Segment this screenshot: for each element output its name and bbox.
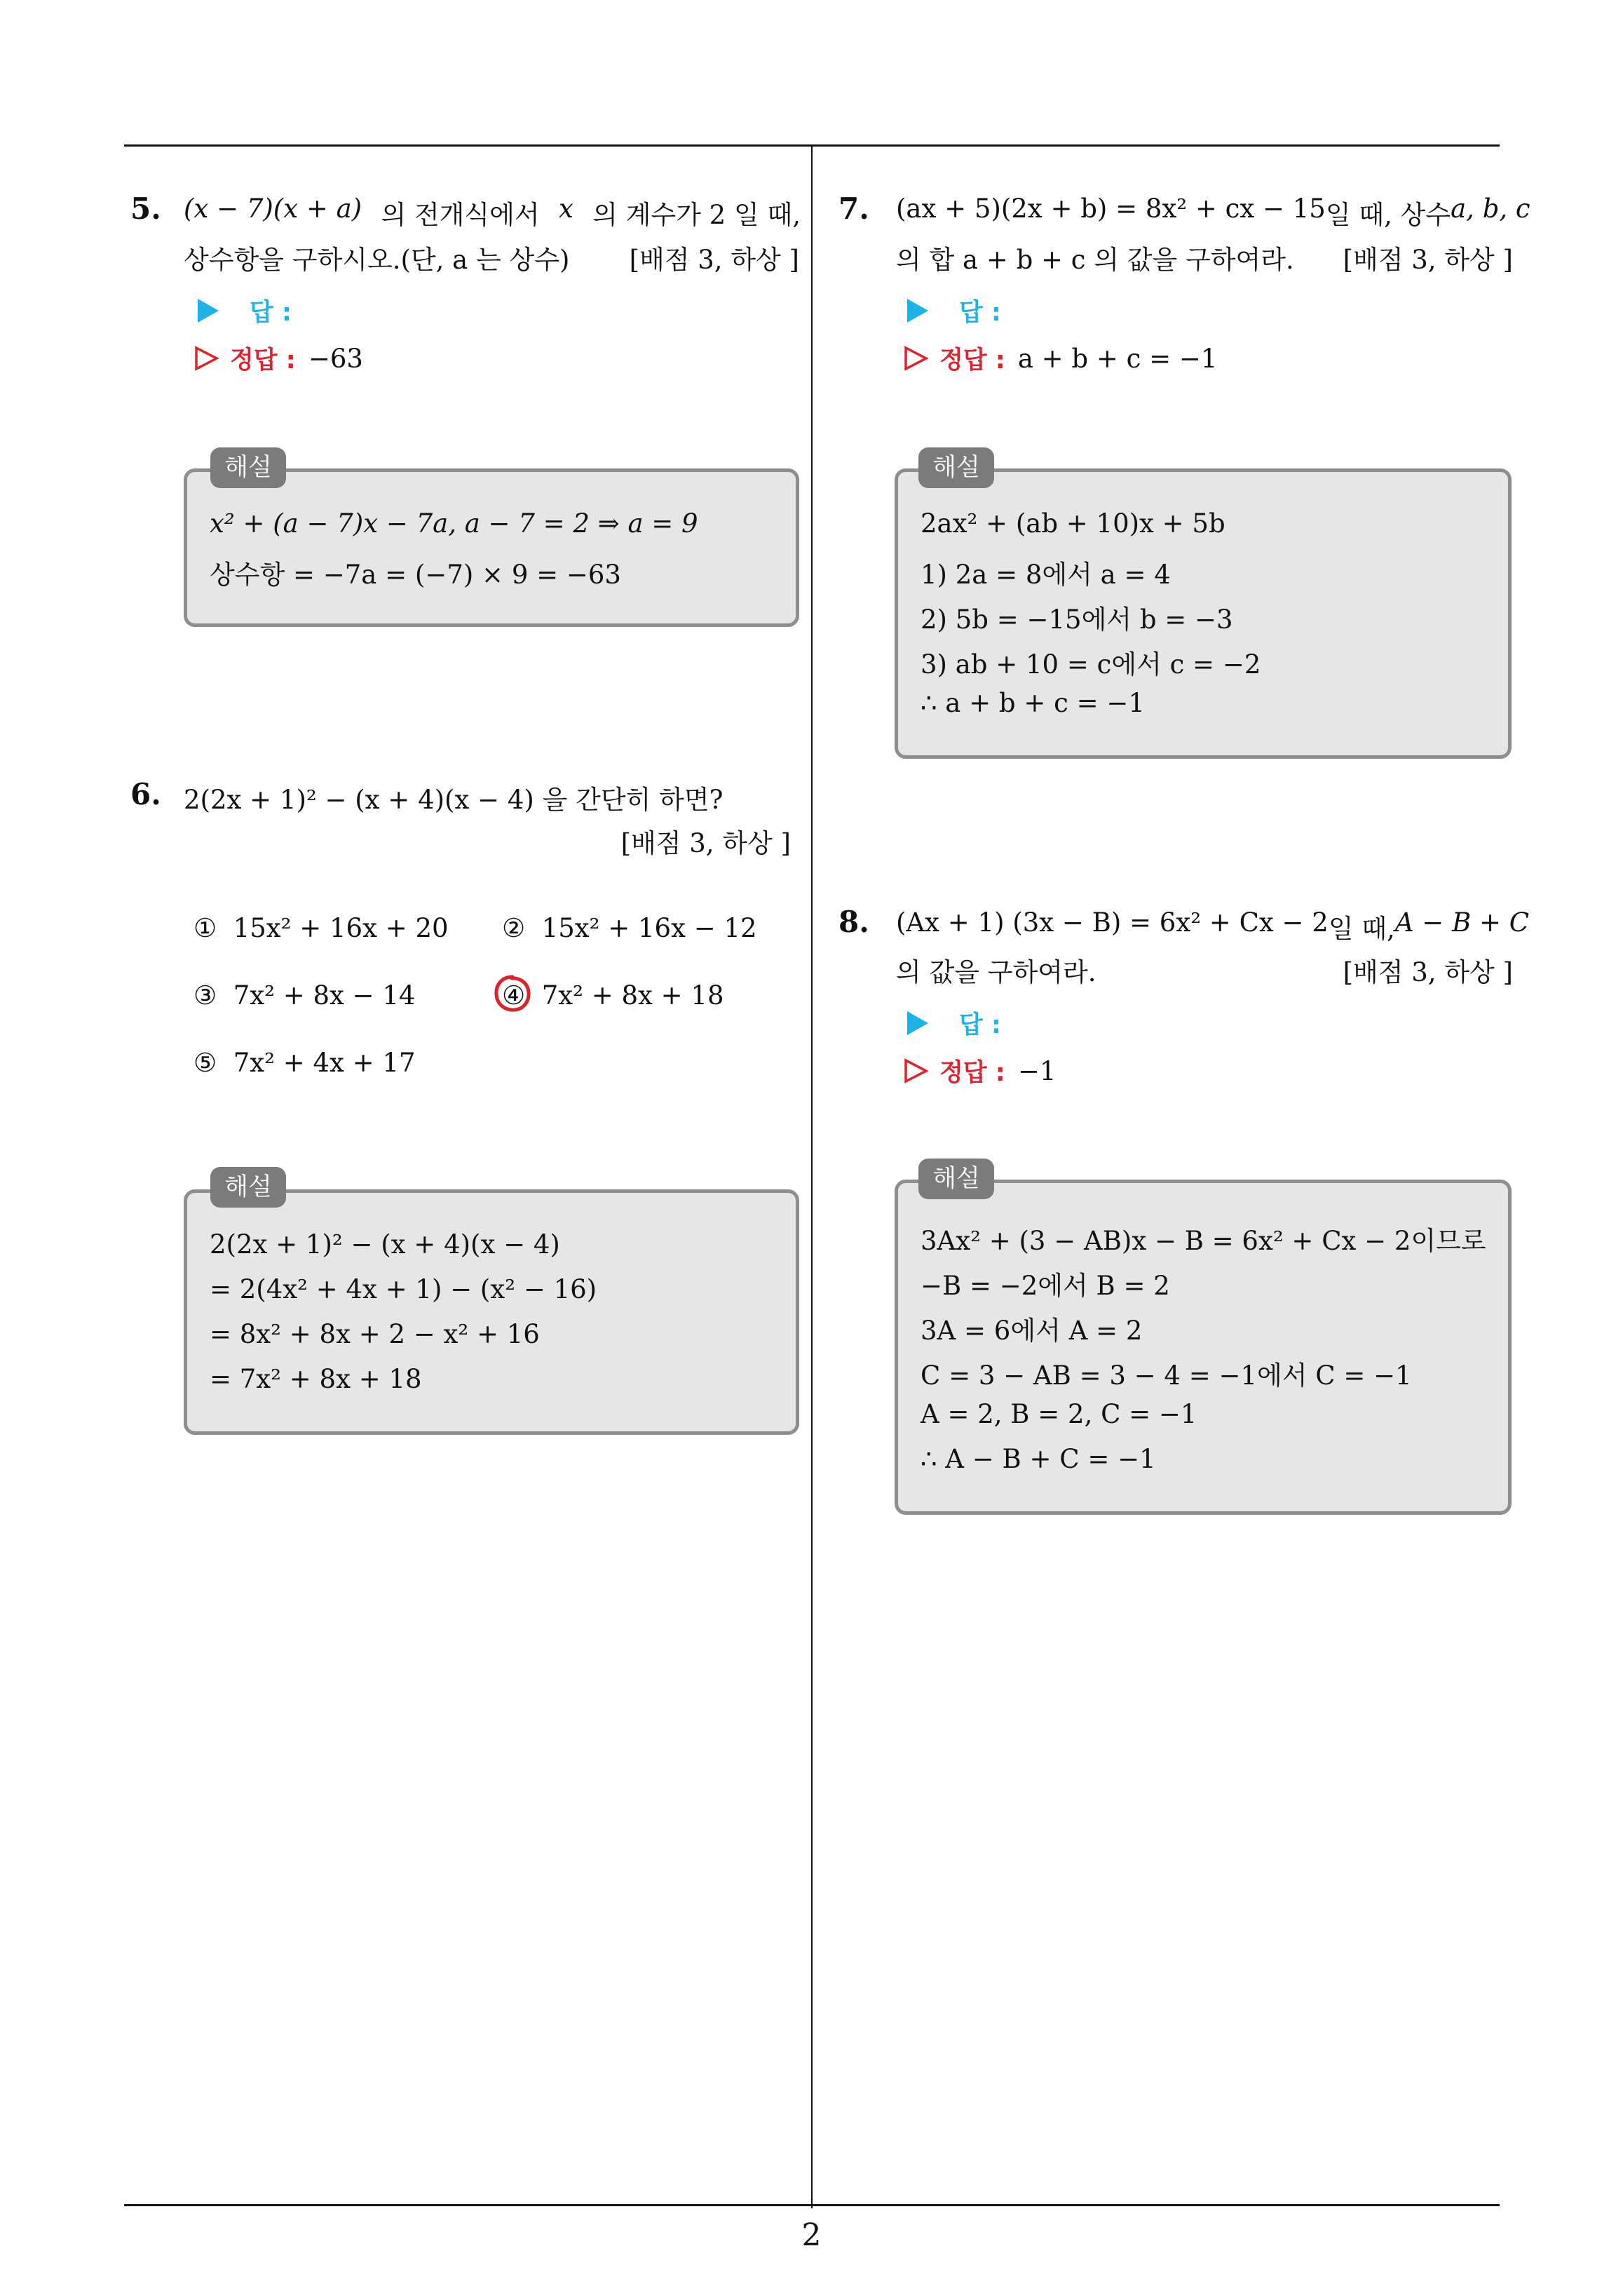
q6-choice-3[interactable] [193, 980, 415, 1011]
q8-solution-line-5: A = 2, B = 2, C = −1 [921, 1399, 1197, 1429]
q8-solution-line-3: 3A = 6에서 A = 2 [921, 1316, 1143, 1346]
q7-solution-line-2: 1) 2a = 8에서 a = 4 [921, 560, 1171, 590]
q5-solution-tag: 해설 [210, 447, 286, 488]
q7-question-line2: 의 합 a + b + c 의 값을 구하여라. [896, 245, 1294, 275]
q6-score: [배점 3, 하상 ] [620, 828, 791, 858]
page-number: 2 [801, 2217, 822, 2253]
q5-correct-line [193, 341, 363, 376]
q8-solution-line-4: C = 3 − AB = 3 − 4 = −1에서 C = −1 [921, 1360, 1412, 1391]
q8-text-a: 일 때, [1328, 914, 1395, 944]
q5-expression: (x − 7)(x + a) [184, 194, 362, 224]
q8-solution-line-6: ∴ A − B + C = −1 [921, 1444, 1156, 1474]
q5-text-a: 의 전개식에서 [381, 200, 540, 230]
q8-correct-answer: −1 [1017, 1055, 1057, 1086]
q7-equation: (ax + 5)(2x + b) = 8x² + cx − 15 [896, 194, 1326, 224]
q7-variables: a, b, c [1451, 194, 1530, 224]
q8-question-line2: 의 값을 구하여라. [896, 957, 1096, 987]
q6-solution-line-1: 2(2x + 1)² − (x + 4)(x − 4) [210, 1229, 560, 1260]
selected-answer-circle-icon [492, 973, 533, 1014]
q8-expression: A − B + C [1394, 907, 1530, 938]
q6-solution-line-2: = 2(4x² + 4x + 1) − (x² − 16) [210, 1274, 597, 1304]
q7-correct-label: 정답 : [939, 346, 1005, 374]
q5-answer-label: 답 : [250, 299, 292, 327]
outline-triangle-icon [903, 1058, 928, 1083]
q8-answer-line [907, 1006, 1001, 1041]
q8-answer-label: 답 : [959, 1011, 1001, 1039]
q8-number: 8. [838, 905, 869, 939]
q6-solution-line-4: = 7x² + 8x + 18 [210, 1364, 422, 1394]
q5-question-line2: 상수항을 구하시오.(단, a 는 상수) [184, 245, 570, 275]
q6-choice-4-mark: ④ [502, 980, 526, 1011]
q7-correct-answer: a + b + c = −1 [1017, 343, 1218, 374]
q5-number: 5. [130, 191, 161, 226]
q8-question-line1 [896, 907, 1530, 945]
play-arrow-icon [198, 299, 219, 323]
q8-solution-tag: 해설 [918, 1159, 994, 1199]
q6-solution-tag: 해설 [210, 1167, 286, 1208]
q8-equation: (Ax + 1) (3x − B) = 6x² + Cx − 2 [896, 907, 1329, 938]
q8-solution-box [895, 1180, 1512, 1515]
q5-correct-label: 정답 : [230, 346, 296, 374]
q6-choice-3-mark: ③ [193, 980, 217, 1011]
q7-solution-line-3: 2) 5b = −15에서 b = −3 [921, 605, 1233, 635]
q5-text-b: 의 계수가 2 일 때, [592, 200, 801, 230]
q6-choice-4[interactable] [502, 980, 724, 1011]
q6-choice-1-mark: ① [193, 913, 217, 943]
q6-choice-2-mark: ② [502, 913, 526, 943]
q5-variable: x [558, 194, 573, 224]
q5-solution-line-1: x² + (a − 7)x − 7a, a − 7 = 2 ⇒ a = 9 [210, 508, 698, 539]
q6-choice-5-mark: ⑤ [193, 1048, 217, 1078]
q6-solution-box [184, 1189, 799, 1435]
q8-correct-label: 정답 : [939, 1059, 1005, 1087]
q5-question-line1 [184, 194, 801, 231]
q6-number: 6. [130, 777, 161, 811]
play-arrow-icon [907, 299, 928, 323]
q5-score: [배점 3, 하상 ] [629, 245, 799, 275]
q7-solution-box [895, 468, 1512, 759]
q5-solution-line-2: 상수항 = −7a = (−7) × 9 = −63 [210, 560, 621, 590]
q5-solution-box [184, 468, 799, 627]
q8-solution-line-1: 3Ax² + (3 − AB)x − B = 6x² + Cx − 2이므로 [921, 1226, 1486, 1256]
q8-score: [배점 3, 하상 ] [1343, 957, 1513, 987]
q6-choice-2-text: 15x² + 16x − 12 [541, 913, 757, 943]
q7-solution-tag: 해설 [918, 447, 994, 488]
q6-choice-3-text: 7x² + 8x − 14 [233, 980, 416, 1011]
q8-correct-line [903, 1053, 1056, 1088]
column-divider [811, 145, 813, 2208]
q7-score: [배점 3, 하상 ] [1343, 245, 1513, 275]
q6-question-line1: 2(2x + 1)² − (x + 4)(x − 4) 을 간단히 하면? [184, 785, 724, 815]
q5-correct-answer: −63 [308, 343, 363, 374]
q7-correct-line [903, 341, 1217, 376]
q5-answer-line [198, 293, 292, 328]
q6-solution-line-3: = 8x² + 8x + 2 − x² + 16 [210, 1319, 540, 1349]
outline-triangle-icon [903, 346, 928, 371]
q6-choice-1[interactable] [193, 913, 449, 943]
q7-text-a: 일 때, 상수 [1325, 200, 1451, 230]
q7-solution-line-5: ∴ a + b + c = −1 [921, 688, 1145, 718]
q6-choice-2[interactable] [502, 913, 757, 943]
q6-choice-5[interactable] [193, 1048, 415, 1078]
q7-solution-line-1: 2ax² + (ab + 10)x + 5b [921, 508, 1225, 539]
q6-choice-4-text: 7x² + 8x + 18 [541, 980, 724, 1011]
outline-triangle-icon [193, 346, 219, 371]
q7-solution-line-4: 3) ab + 10 = c에서 c = −2 [921, 649, 1261, 680]
q8-solution-line-2: −B = −2에서 B = 2 [921, 1271, 1170, 1301]
q7-answer-label: 답 : [959, 299, 1001, 327]
q6-choice-1-text: 15x² + 16x + 20 [233, 913, 449, 943]
q7-number: 7. [838, 191, 869, 226]
play-arrow-icon [907, 1011, 928, 1035]
q6-choice-5-text: 7x² + 4x + 17 [233, 1048, 416, 1078]
q7-question-line1 [896, 194, 1530, 231]
q7-answer-line [907, 293, 1001, 328]
bottom-rule [124, 2204, 1500, 2206]
